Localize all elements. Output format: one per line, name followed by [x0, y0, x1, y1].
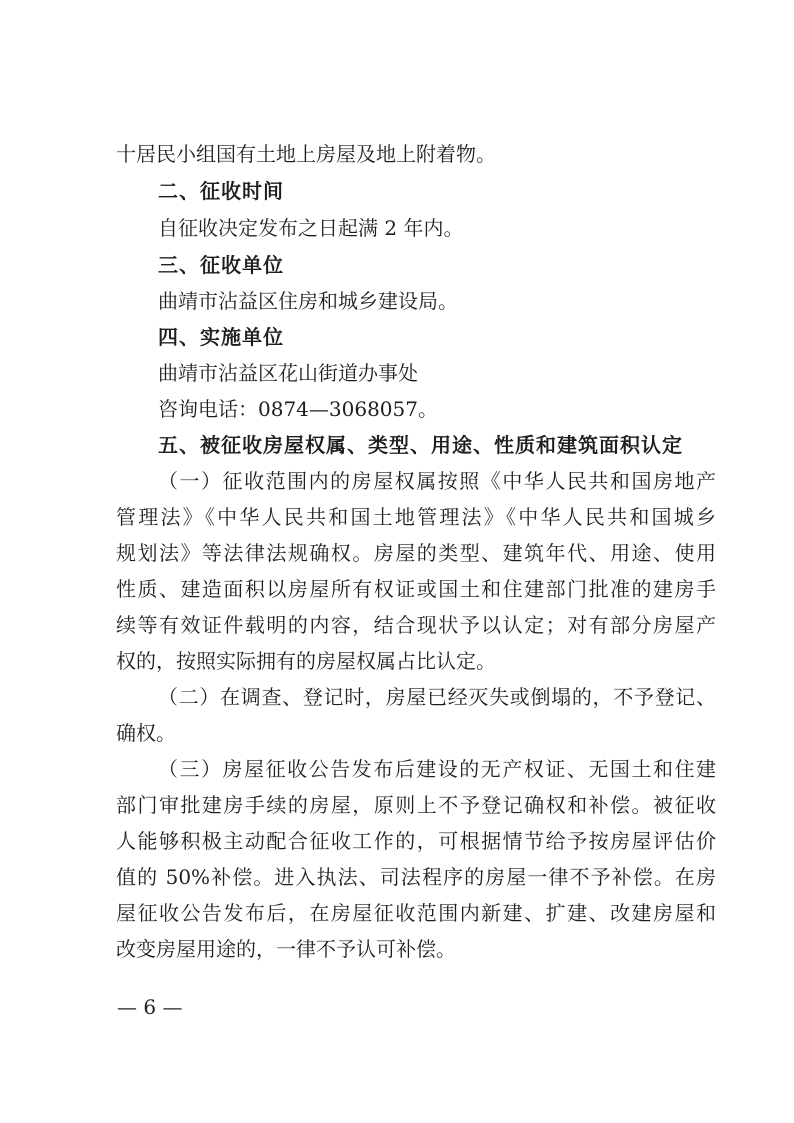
text-line: （三）房屋征收公告发布后建设的无产权证、无国土和住建	[158, 757, 716, 781]
text-line: 十居民小组国有土地上房屋及地上附着物。	[116, 142, 496, 166]
text-line: 规划法》等法律法规确权。房屋的类型、建筑年代、用途、使用	[116, 541, 716, 565]
text-line: 值的 50%补偿。进入执法、司法程序的房屋一律不予补偿。在房	[116, 865, 716, 889]
text-line: 权的，按照实际拥有的房屋权属占比认定。	[116, 649, 496, 673]
section-heading-time: 二、征收时间	[158, 179, 284, 203]
text-line: （一）征收范围内的房屋权属按照《中华人民共和国房地产	[158, 469, 716, 493]
section-heading-ownership: 五、被征收房屋权属、类型、用途、性质和建筑面积认定	[158, 433, 683, 457]
text-line: 部门审批建房手续的房屋，原则上不予登记确权和补偿。被征收	[116, 793, 716, 817]
text-line: 自征收决定发布之日起满 2 年内。	[158, 216, 464, 240]
text-line: 人能够积极主动配合征收工作的，可根据情节给予按房屋评估价	[116, 829, 716, 853]
text-line: 确权。	[116, 721, 176, 745]
text-line: 性质、建造面积以房屋所有权证或国土和住建部门批准的建房手	[116, 577, 716, 601]
text-line: 管理法》《中华人民共和国土地管理法》《中华人民共和国城乡	[116, 505, 716, 529]
text-line: 屋征收公告发布后，在房屋征收范围内新建、扩建、改建房屋和	[116, 901, 716, 925]
text-line: 续等有效证件载明的内容，结合现状予以认定；对有部分房屋产	[116, 613, 716, 637]
contact-phone: 咨询电话：0874—3068057。	[158, 397, 438, 421]
section-heading-unit: 三、征收单位	[158, 253, 284, 277]
text-line: （二）在调查、登记时，房屋已经灭失或倒塌的，不予登记、	[158, 685, 716, 709]
section-heading-implementer: 四、实施单位	[158, 325, 284, 349]
text-line: 曲靖市沾益区住房和城乡建设局。	[158, 289, 458, 313]
text-line: 改变房屋用途的，一律不予认可补偿。	[116, 937, 456, 961]
page-number: — 6 —	[117, 995, 183, 1019]
text-line: 曲靖市沾益区花山街道办事处	[158, 361, 418, 385]
